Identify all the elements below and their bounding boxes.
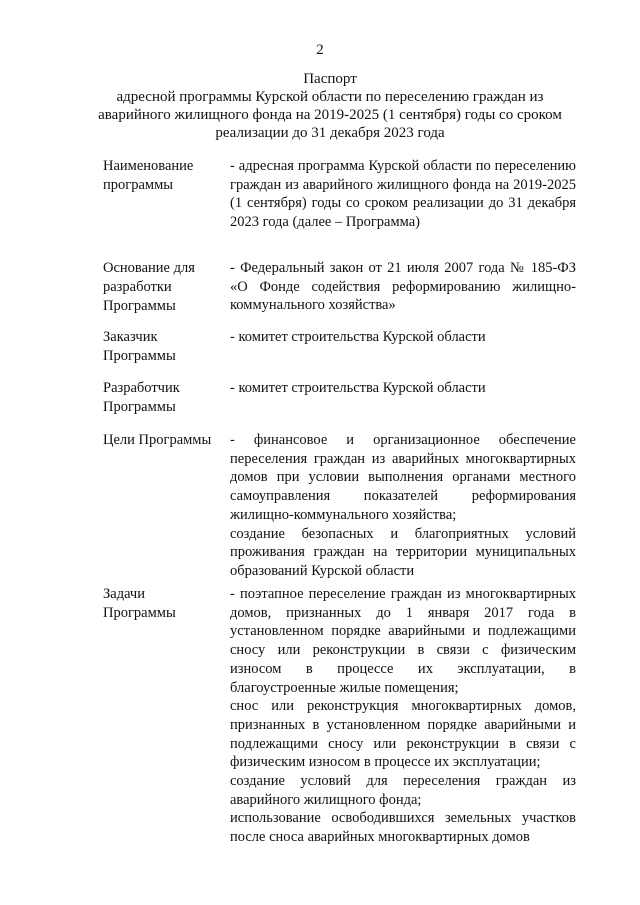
label-line: Задачи <box>103 586 145 602</box>
value-paragraph: использование освободившихся земельных участков после сноса аварийных многоквартирных домов <box>230 810 576 846</box>
title-line: реализации до 31 декабря 2023 года <box>215 125 445 141</box>
label-line: Основание для <box>103 260 195 276</box>
label-line: Программы <box>103 348 176 364</box>
row-value-name <box>230 157 576 232</box>
value-paragraph: - комитет строительства Курской области <box>230 380 486 396</box>
value-paragraph: - финансовое и организационное обеспечение переселения граждан из аварийных многоквартирных домов при условии выполнения органами местного самоуправления показателей реформирования жилищно-коммунального хозяйства; <box>230 432 576 523</box>
label-line: Наименование <box>103 158 194 174</box>
value-paragraph: создание безопасных и благоприятных условий проживания граждан на территории муниципальных образований Курской области <box>230 525 576 579</box>
value-paragraph: - комитет строительства Курской области <box>230 329 486 345</box>
value-paragraph: создание условий для переселения граждан из аварийного жилищного фонда; <box>230 773 576 808</box>
value-paragraph: снос или реконструкция многоквартирных домов, признанных в установленном порядке аварийными и подлежащими сносу или реконструкции в связи с физическим износом в процессе их эксплуатации; <box>230 698 576 771</box>
label-line: программы <box>103 177 173 193</box>
label-line: Программы <box>103 399 176 415</box>
value-paragraph: - адресная программа Курской области по переселению граждан из аварийного жилищного фонда на 2019-2025 (1 сентября) годы со сроком реализации до 31 декабря 2023 года (далее – Программа) <box>230 158 576 231</box>
label-line: Программы <box>103 605 176 621</box>
row-label-developer <box>103 379 228 417</box>
row-value-customer <box>230 328 576 347</box>
row-value-basis <box>230 259 576 315</box>
row-label-tasks <box>103 585 228 623</box>
label-line: разработки <box>103 279 172 295</box>
row-label-basis <box>103 259 228 316</box>
title-line: аварийного жилищного фонда на 2019-2025 (1 сентября) годы со сроком <box>98 107 562 123</box>
row-label-goals <box>103 431 228 450</box>
page-number: 2 <box>316 42 324 58</box>
label-line: Программы <box>103 298 176 314</box>
label-line: Разработчик <box>103 380 180 396</box>
label-line: Заказчик <box>103 329 158 345</box>
row-label-name <box>103 157 228 195</box>
row-value-goals <box>230 431 576 581</box>
row-label-customer <box>103 328 228 366</box>
row-value-tasks <box>230 585 576 847</box>
row-value-developer <box>230 379 576 398</box>
title-heading: Паспорт <box>303 71 357 87</box>
label-line: Цели Программы <box>103 432 212 448</box>
passport-title <box>90 70 570 142</box>
value-paragraph: - поэтапное переселение граждан из многоквартирных домов, признанных до 1 января 2017 года в установленном порядке аварийными и подлежащими сносу или реконструкции в связи с физическим износом в процессе их эксплуатации, в благоустроенные жилые помещения; <box>230 586 576 696</box>
title-line: адресной программы Курской области по переселению граждан из <box>116 89 544 105</box>
value-paragraph: - Федеральный закон от 21 июля 2007 года № 185-ФЗ «О Фонде содействия реформированию жилищно-коммунального хозяйства» <box>230 260 576 314</box>
